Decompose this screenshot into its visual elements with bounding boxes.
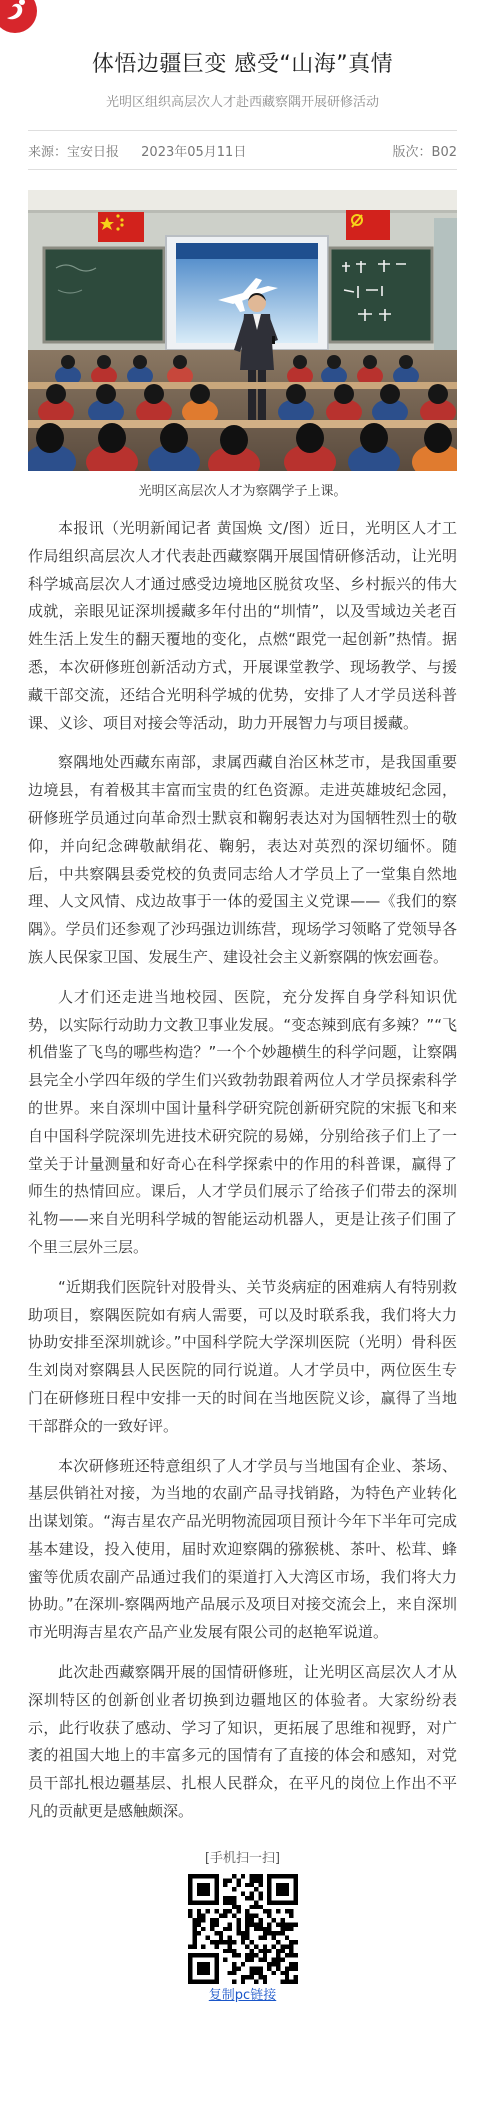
qr-module [249,1905,253,1909]
qr-module [267,1966,271,1970]
qr-module [280,1944,284,1948]
source-label: 来源：宝安日报 [28,144,120,160]
qr-module [267,1962,271,1966]
qr-module [192,1927,196,1931]
desk-row [28,420,457,428]
qr-module [262,1975,266,1979]
qr-module [236,1878,240,1882]
ceiling [28,190,457,210]
qr-module [249,1971,253,1975]
qr-module [258,1949,262,1953]
qr-module [254,1900,258,1904]
qr-module [236,1909,240,1913]
qr-module [232,1874,236,1878]
qr-module [196,1909,200,1913]
paragraph: 人才们还走进当地校园、医院，充分发挥自身学科知识优势，以实际行动助力文教卫事业发展。“变态辣到底有多辣？”“飞机借鉴了飞鸟的哪些构造？”一个个妙趣横生的科学问题，让察隅县完全小学四年级的学生们兴致勃勃跟着两位人才学员探索科学的世界。来自深圳中国计量科学研究院创新研究院的宋振飞和来自中国科学院深圳先进技术研究院的易娣，分别给孩子们上了一堂关于计量测量和好奇心在科学探索中的作用的科普课，赢得了师生的热情回应。课后，人才学员们展示了给孩子们带去的深圳礼物——来自光明科学城的智能运动机器人，更是让孩子们围了个里三层外三层。 [28,987,457,1256]
qr-module [240,1975,244,1979]
qr-module [196,1962,209,1975]
qr-module [214,1909,218,1913]
paragraph: 察隅地处西藏东南部，隶属西藏自治区林芝市，是我国重要边境县，有着极其丰富而宝贵的红色资源。走进英雄坡纪念园，研修班学员通过向革命烈士默哀和鞠躬表达对为国牺牲烈士的敬仰，并向纪念碑敬献绢花、鞠躬，表达对英烈的深切缅怀。随后，中共察隅县委党校的负责同志给人才学员上了一堂集自然地理、人文风情、戍边故事于一体的爱国主义党课——《我们的察隅》。学员们还参观了沙玛强边训练营，现场学习领略了党领导各族人民保家卫国、发展生产、建设社会主义新察隅的恢宏画卷。 [28,753,457,966]
qr-module [245,1953,249,1957]
qr-module [240,1874,244,1878]
qr-module [245,1927,249,1931]
edition-label: 版次：B02 [392,144,457,160]
qr-module [192,1918,196,1922]
qr-module [227,1927,231,1931]
share-footer [0,1850,485,2004]
qr-module [249,1949,253,1953]
qr-module [271,1971,275,1975]
qr-module [284,1944,288,1948]
qr-module [276,1962,280,1966]
qr-module [245,1913,249,1917]
qr-module [258,1957,262,1961]
qr-module [262,1927,266,1931]
qr-module [254,1927,258,1931]
qr-module [258,1971,262,1975]
qr-module [258,1874,262,1878]
publish-date: 2023年05月11日 [141,144,247,160]
qr-module [284,1971,288,1975]
qr-module [258,1883,262,1887]
qr-module [245,1931,249,1935]
qr-module [223,1949,227,1953]
qr-module [284,1979,288,1983]
qr-module [293,1940,297,1944]
qr-module [258,1935,262,1939]
qr-module [227,1971,231,1975]
qr-module [196,1913,200,1917]
qr-module [289,1949,293,1953]
qr-module [249,1957,253,1961]
qr-module [223,1913,227,1917]
qr-module [262,1979,266,1983]
qr-module [289,1909,293,1913]
qr-module [289,1927,293,1931]
qr-module [293,1966,297,1970]
qr-module [276,1909,280,1913]
qr-module [267,1931,271,1935]
qr-module [249,1896,253,1900]
qr-module [232,1887,236,1891]
qr-module [254,1979,258,1983]
qr-module [271,1962,275,1966]
qr-module [223,1883,227,1887]
qr-module [188,1909,192,1913]
qr-module [280,1979,284,1983]
qr-module [254,1922,258,1926]
qr-module [280,1971,284,1975]
qr-module [218,1931,222,1935]
qr-module [223,1896,227,1900]
qr-module [267,1927,271,1931]
qr-module [254,1874,258,1878]
qr-module [227,1922,231,1926]
qr-module [214,1922,218,1926]
qr-module [262,1953,266,1957]
qr-module [276,1953,280,1957]
qr-module [227,1944,231,1948]
qr-module [258,1905,262,1909]
qr-module [254,1887,258,1891]
qr-module [240,1891,244,1895]
qr-module [223,1909,227,1913]
qr-module [280,1922,284,1926]
qr-module [223,1900,227,1904]
qr-module [271,1957,275,1961]
qr-module [289,1913,293,1917]
qr-module [232,1962,236,1966]
qr-module [262,1935,266,1939]
qr-module [280,1931,284,1935]
qr-module [214,1944,218,1948]
qr-module [201,1913,205,1917]
qr-module [276,1949,280,1953]
article-subtitle: 光明区组织高层次人才赴西藏察隅开展研修活动 [105,95,379,110]
qr-module [210,1927,214,1931]
qr-module [258,1975,262,1979]
qr-module [262,1931,266,1935]
qr-module [196,1931,200,1935]
qr-module [293,1922,297,1926]
qr-module [232,1940,236,1944]
qr-module [236,1905,240,1909]
qr-module [232,1953,236,1957]
qr-module [293,1975,297,1979]
qr-module [205,1935,209,1939]
qr-module [245,1918,249,1922]
qr-module [205,1909,209,1913]
qr-module [284,1966,288,1970]
qr-module [284,1935,288,1939]
classroom-photo [28,190,457,471]
qr-module [223,1927,227,1931]
qr-module [245,1922,249,1926]
qr-module [210,1922,214,1926]
qr-module [249,1922,253,1926]
qr-module [240,1935,244,1939]
qr-module [223,1957,227,1961]
qr-module [249,1953,253,1957]
qr-module [258,1966,262,1970]
qr-module [249,1918,253,1922]
qr-module [289,1979,293,1983]
qr-module [232,1905,236,1909]
qr-module [271,1935,275,1939]
qr-module [258,1891,262,1895]
qr-module [227,1878,231,1882]
qr-module [245,1957,249,1961]
article-meta [28,130,457,170]
qr-module [210,1918,214,1922]
qr-module [223,1878,227,1882]
qr-module [254,1878,258,1882]
qr-module [232,1979,236,1983]
qr-module [258,1927,262,1931]
qr-module [280,1927,284,1931]
qr-module [276,1966,280,1970]
qr-module [245,1883,249,1887]
qr-module [254,1953,258,1957]
left-chalkboard [44,248,164,342]
qr-module [232,1896,236,1900]
qr-module [284,1975,288,1979]
qr-module [249,1940,253,1944]
article-body [0,515,485,1826]
qr-module [227,1949,231,1953]
qr-module [280,1918,284,1922]
qr-module [258,1878,262,1882]
paragraph: 本次研修班还特意组织了人才学员与当地国有企业、茶场、基层供销社对接，为当地的农副产品寻找销路，为特色产业转化出谋划策。“海吉星农产品光明物流园项目预计今年下半年可完成基本建设，投入使用，届时欢迎察隅的猕猴桃、茶叶、松茸、蜂蜜等优质农副产品通过我们的渠道打入大湾区市场，我们将大力协助。”在深圳-察隅两地产品展示及项目对接交流会上，来自深圳市光明海吉星农产品产业发展有限公司的赵艳军说道。 [28,1456,457,1642]
qr-module [214,1940,218,1944]
qr-module [249,1975,253,1979]
qr-module [249,1966,253,1970]
scan-label: [手机扫一扫] [204,1850,281,1866]
qr-module [289,1962,293,1966]
qr-module [280,1949,284,1953]
qr-module [271,1918,275,1922]
qr-module [192,1944,196,1948]
qr-module [240,1940,244,1944]
qr-module [192,1931,196,1935]
paragraph: 此次赴西藏察隅开展的国情研修班，让光明区高层次人才从深圳特区的创新创业者切换到边疆地区的体验者。大家纷纷表示，此行收获了感动、学习了知识，更拓展了思维和视野，对广袤的祖国大地上的丰富多元的国情有了直接的体会和感知，对党员干部扎根边疆基层、扎根人民群众，在平凡的岗位上作出不平凡的贡献更是感触颇深。 [28,1663,457,1821]
national-flag [98,212,144,242]
qr-module [227,1900,231,1904]
qr-code-icon [188,1874,298,1984]
qr-module [249,1913,253,1917]
qr-module [227,1940,231,1944]
qr-module [254,1944,258,1948]
qr-module [218,1940,222,1944]
qr-module [289,1953,293,1957]
qr-module [236,1953,240,1957]
qr-module [262,1949,266,1953]
qr-module [245,1944,249,1948]
window [434,218,457,358]
qr-module [289,1922,293,1926]
article-title: 体悟边疆巨变 感受“山海”真情 [91,52,394,77]
qr-module [201,1918,205,1922]
qr-module [284,1909,288,1913]
qr-module [214,1931,218,1935]
qr-module [245,1975,249,1979]
qr-module [227,1896,231,1900]
qr-module [276,1957,280,1961]
paragraph: “近期我们医院针对股骨头、关节炎病症的困难病人有特别救助项目，察隅医院如有病人需要，可以及时联系我，我们将大力协助安排至深圳就诊。”中国科学院大学深圳医院（光明）骨科医生刘岗对察隅县人民医院的同行说道。人才学员中，两位医生专门在研修班日程中安排一天的时间在当地医院义诊，赢得了当地干部群众的一致好评。 [28,1277,457,1435]
qr-module [267,1913,271,1917]
qr-module [276,1883,289,1896]
qr-module [214,1918,218,1922]
qr-module [249,1883,253,1887]
qr-module [262,1909,266,1913]
qr-module [267,1922,271,1926]
qr-module [218,1935,222,1939]
qr-module [223,1940,227,1944]
qr-module [284,1953,288,1957]
qr-module [240,1931,244,1935]
right-chalkboard [330,248,432,342]
qr-module [196,1922,200,1926]
photo-caption: 光明区高层次人才为察隅学子上课。 [138,484,347,499]
qr-module [232,1913,236,1917]
qr-module [258,1922,262,1926]
qr-module [254,1905,258,1909]
qr-module [245,1935,249,1939]
qr-module [289,1940,293,1944]
qr-module [293,1979,297,1983]
qr-module [236,1927,240,1931]
qr-module [196,1918,200,1922]
qr-module [271,1931,275,1935]
qr-module [201,1927,205,1931]
qr-module [227,1935,231,1939]
qr-module [276,1922,280,1926]
qr-module [232,1900,236,1904]
qr-module [271,1944,275,1948]
qr-module [236,1918,240,1922]
qr-module [196,1883,209,1896]
qr-module [262,1944,266,1948]
paragraph: 本报讯（光明新闻记者 黄国焕 文/图）近日，光明区人才工作局组织高层次人才代表赴西藏察隅开展国情研修活动，让光明科学城高层次人才通过感受边境地区脱贫攻坚、乡村振兴的伟大成就，亲眼见证深圳援藏多年付出的“圳情”，以及雪域边关老百姓生活上发生的翻天覆地的变化，点燃“跟党一起创新”热情。据悉，本次研修班创新活动方式，开展课堂教学、现场教学、与援藏干部交流，还结合光明科学城的优势，安排了人才学员送科普课、义诊、项目对接会等活动，助力开展智力与项目援藏。 [28,519,457,732]
qr-module [293,1962,297,1966]
qr-module [245,1909,249,1913]
qr-module [289,1966,293,1970]
qr-module [254,1913,258,1917]
qr-module [262,1957,266,1961]
qr-module [188,1944,192,1948]
qr-module [280,1957,284,1961]
qr-module [188,1913,192,1917]
qr-module [192,1940,196,1944]
qr-module [192,1935,196,1939]
qr-module [289,1944,293,1948]
qr-module [192,1922,196,1926]
qr-module [201,1944,205,1948]
qr-module [249,1891,253,1895]
qr-module [236,1931,240,1935]
qr-module [276,1931,280,1935]
qr-module [258,1918,262,1922]
qr-module [236,1966,240,1970]
qr-module [210,1940,214,1944]
qr-module [218,1913,222,1917]
qr-module [267,1909,271,1913]
copy-pc-link[interactable]: 复制pc链接 [208,1987,277,2003]
qr-module [227,1909,231,1913]
qr-module [232,1949,236,1953]
red-swirl-logo-icon [0,0,38,34]
qr-module [267,1949,271,1953]
qr-module [232,1971,236,1975]
qr-module [254,1966,258,1970]
qr-module [254,1971,258,1975]
party-flag [346,210,390,240]
qr-module [293,1953,297,1957]
qr-module [240,1979,244,1983]
qr-module [284,1922,288,1926]
qr-module [249,1878,253,1882]
qr-module [284,1927,288,1931]
qr-module [249,1874,253,1878]
qr-module [258,1896,262,1900]
qr-module [236,1883,240,1887]
qr-module [276,1940,280,1944]
qr-module [240,1962,244,1966]
qr-module [232,1966,236,1970]
qr-module [245,1896,249,1900]
qr-module [236,1922,240,1926]
